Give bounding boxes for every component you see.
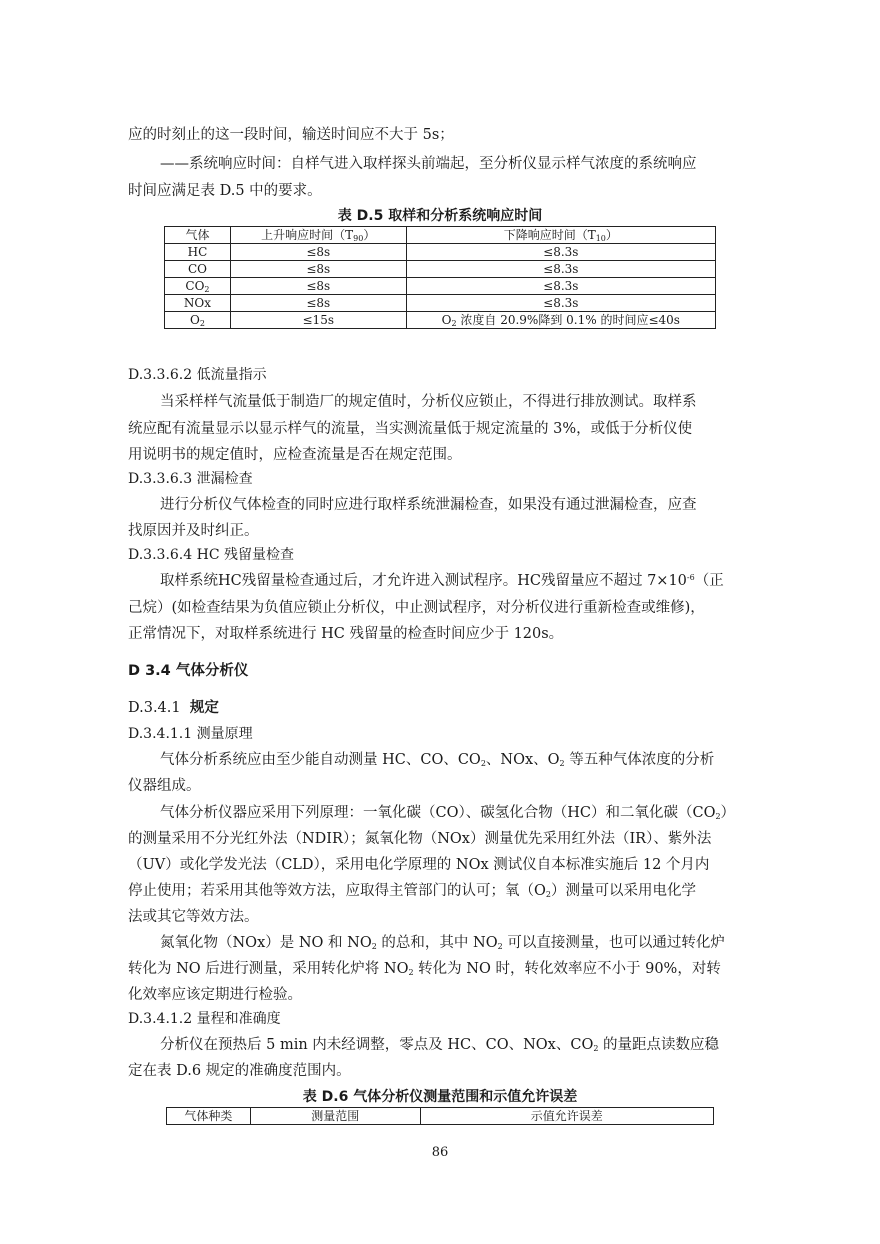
section-heading: D.3.3.6.4 HC 残留量检查 — [128, 547, 294, 563]
header-cell: 气体 — [165, 227, 231, 244]
table-d6-caption: 表 D.6 气体分析仪测量范围和示值允许误差 — [302, 1089, 578, 1105]
cell-fall: ≤8.3s — [406, 261, 715, 278]
text-line: 定在表 D.6 规定的准确度范围内。 — [128, 1063, 351, 1079]
text-line: 气体分析仪器应采用下列原理：一氧化碳（CO）、碳氢化合物（HC）和二氧化碳$(CO_2)$ — [160, 805, 736, 821]
text-line: 的测量采用不分光红外法（NDIR）；氮氧化物（NOx）测量优先采用红外法（IR）、紫外法 — [128, 831, 712, 847]
cell-fall: ≤8.3s — [406, 278, 715, 295]
cell-rise: ≤8s — [230, 244, 406, 261]
header-cell: 下降响应时间$(T_{10})$ — [406, 227, 715, 244]
table-d5-caption: 表 D.5 取样和分析系统响应时间 — [337, 208, 543, 224]
text-line: 进行分析仪气体检查的同时应进行取样系统泄漏检查，如果没有通过泄漏检查，应查 — [160, 497, 697, 513]
header-cell: 气体种类 — [167, 1108, 251, 1125]
text-line: 氮氧化物（NOx）是 NO 和 $NO_2$ 的总和，其中 $NO_2$ 可以直接测量，也可以通过转化炉 — [160, 935, 725, 951]
text-line: 应的时刻止的这一段时间，输送时间应不大于 5s； — [128, 127, 454, 143]
text-line: 转化为 NO 后进行测量，采用转化炉将 $NO_2$ 转化为 NO 时，转化效率应不小于 90%，对转 — [128, 961, 721, 977]
table-header-row — [165, 227, 716, 244]
text-line: 取样系统HC残留量检查通过后，才允许进入测试程序。HC残留量应不超过 $7\times 10^{-6}$（正 — [160, 573, 724, 589]
text-line: 当采样样气流量低于制造厂的规定值时，分析仪应锁止，不得进行排放测试。取样系 — [160, 394, 697, 410]
table-row — [165, 295, 716, 312]
cell-gas: HC — [165, 244, 231, 261]
cell-gas: NOx — [165, 295, 231, 312]
text-line: 正常情况下，对取样系统进行 HC 残留量的检查时间应少于 120s。 — [128, 626, 564, 642]
text-line: 用说明书的规定值时，应检查流量是否在规定范围。 — [128, 447, 462, 463]
text-line: 气体分析系统应由至少能自动测量 HC、CO、$CO_2$、NOx、$O_2$ 等五种气体浓度的分析 — [160, 752, 715, 768]
text-line: 化效率应该定期进行检验。 — [128, 987, 302, 1003]
subsection-heading: D.3.4.1 规定 — [128, 700, 219, 716]
header-cell: 测量范围 — [250, 1108, 420, 1125]
subsection-heading: D.3.4.1.2 量程和准确度 — [128, 1011, 281, 1027]
cell-gas: $O_2$ — [165, 312, 231, 329]
text-line: 停止使用；若采用其他等效方法，应取得主管部门的认可；氧$(O_2)$测量可以采用电化学 — [128, 883, 696, 899]
table-row — [165, 312, 716, 329]
cell-rise: ≤8s — [230, 261, 406, 278]
text-line: 仪器组成。 — [128, 778, 201, 794]
cell-rise: ≤8s — [230, 278, 406, 295]
cell-rise: ≤15s — [230, 312, 406, 329]
table-d6 — [166, 1107, 714, 1125]
header-cell: 上升响应时间$(T_{90})$ — [230, 227, 406, 244]
text-line: 统应配有流量显示以显示样气的流量，当实测流量低于规定流量的 3%，或低于分析仪使 — [128, 421, 693, 437]
text-line: 法或其它等效方法。 — [128, 909, 259, 925]
header-cell: 示值允许误差 — [420, 1108, 713, 1125]
section-heading: D.3.3.6.2 低流量指示 — [128, 367, 267, 383]
cell-fall: $O_2$ 浓度自 20.9%降到 0.1% 的时间应≤40s — [406, 312, 715, 329]
cell-gas: $CO_2$ — [165, 278, 231, 295]
text-line: 时间应满足表 D.5 中的要求。 — [128, 183, 322, 199]
section-heading: D 3.4 气体分析仪 — [128, 663, 249, 679]
cell-rise: ≤8s — [230, 295, 406, 312]
text-line: 己烷）(如检查结果为负值应锁止分析仪，中止测试程序，对分析仪进行重新检查或维修)， — [128, 600, 705, 616]
table-d5 — [164, 226, 716, 329]
table-row — [165, 278, 716, 295]
text-line: 找原因并及时纠正。 — [128, 523, 259, 539]
cell-fall: ≤8.3s — [406, 295, 715, 312]
table-row — [165, 261, 716, 278]
text-line: ——系统响应时间：自样气进入取样探头前端起，至分析仪显示样气浓度的系统响应 — [160, 156, 697, 172]
cell-gas: CO — [165, 261, 231, 278]
table-row — [165, 244, 716, 261]
text-line: （UV）或化学发光法（CLD），采用电化学原理的 NOx 测试仪自本标准实施后 12 个月内 — [128, 857, 710, 873]
section-heading: D.3.3.6.3 泄漏检查 — [128, 471, 253, 487]
subsection-heading: D.3.4.1.1 测量原理 — [128, 726, 253, 742]
table-header-row — [167, 1108, 714, 1125]
text-line: 分析仪在预热后 5 min 内未经调整，零点及 HC、CO、NOx、$CO_2$ 的量距点读数应稳 — [160, 1037, 720, 1053]
page-number: 86 — [431, 1145, 449, 1160]
cell-fall: ≤8.3s — [406, 244, 715, 261]
